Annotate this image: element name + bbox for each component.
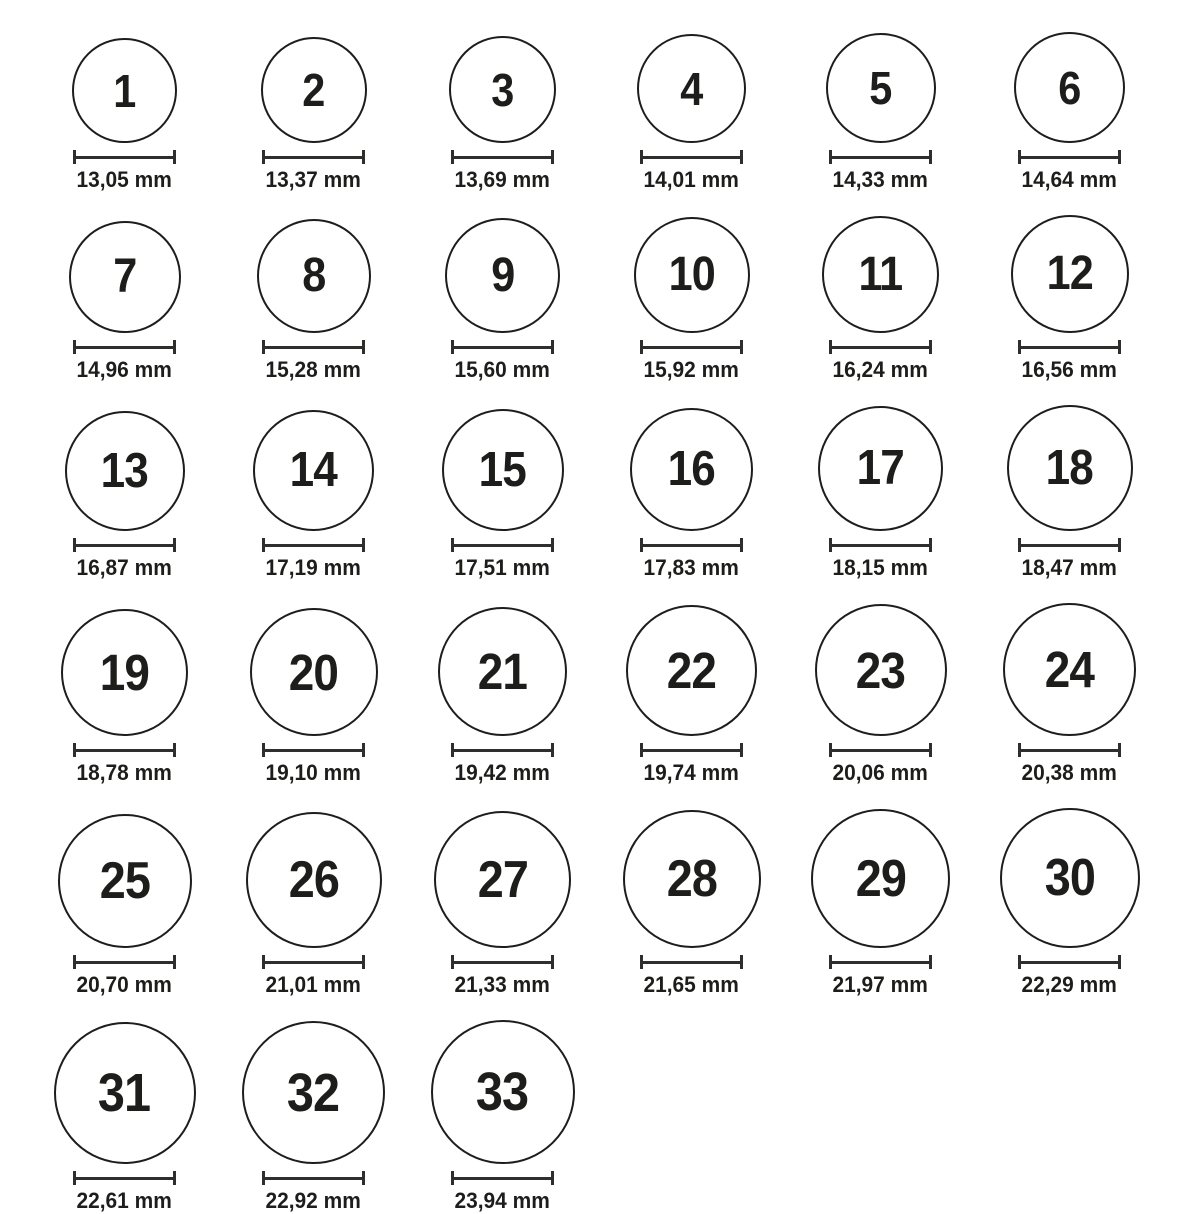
measure-line	[1018, 156, 1121, 159]
measure-tick-right	[173, 150, 176, 164]
diameter-measure-bar	[73, 1171, 176, 1185]
measure-tick-right	[929, 340, 932, 354]
ring-size-cell	[786, 406, 975, 581]
diameter-label: 19,10 mm	[265, 760, 362, 785]
ring-size-cell	[219, 1021, 408, 1214]
ring-size-number: 18	[1045, 440, 1094, 495]
measure-line	[262, 961, 365, 964]
ring-circle	[246, 812, 382, 948]
diameter-label: 19,42 mm	[454, 760, 551, 785]
diameter-measure-bar	[262, 340, 365, 354]
ring-size-cell	[597, 810, 786, 998]
ring-size-cell	[597, 408, 786, 581]
ring-circle	[815, 604, 947, 736]
ring-size-cell	[786, 604, 975, 786]
ring-circle	[253, 410, 374, 531]
ring-size-number: 15	[478, 442, 527, 497]
measure-tick-right	[1118, 955, 1121, 969]
ring-circle	[1014, 32, 1125, 143]
ring-size-cell	[975, 603, 1164, 786]
diameter-label: 19,74 mm	[643, 760, 740, 785]
ring-size-row	[30, 603, 1164, 786]
ring-size-cell	[786, 33, 975, 193]
ring-size-cell	[975, 32, 1164, 193]
measure-line	[829, 749, 932, 752]
ring-circle	[72, 38, 177, 143]
measure-line	[451, 346, 554, 349]
measure-tick-right	[173, 743, 176, 757]
diameter-label: 18,78 mm	[76, 760, 173, 785]
measure-line	[1018, 961, 1121, 964]
measure-tick-right	[1118, 743, 1121, 757]
diameter-measure-bar	[1018, 340, 1121, 354]
measure-tick-right	[740, 955, 743, 969]
ring-size-row	[30, 32, 1164, 193]
ring-circle	[54, 1022, 196, 1164]
diameter-measure-bar	[73, 150, 176, 164]
diameter-label: 18,15 mm	[832, 555, 929, 580]
measure-tick-right	[362, 150, 365, 164]
diameter-label: 16,87 mm	[76, 555, 173, 580]
ring-circle	[449, 36, 556, 143]
diameter-measure-bar	[73, 955, 176, 969]
ring-size-cell	[30, 814, 219, 998]
ring-circle	[261, 37, 367, 143]
ring-size-cell	[975, 405, 1164, 581]
ring-size-cell	[219, 37, 408, 193]
measure-line	[640, 749, 743, 752]
measure-line	[640, 961, 743, 964]
diameter-label: 14,96 mm	[76, 357, 173, 382]
diameter-measure-bar	[829, 150, 932, 164]
ring-size-cell	[30, 221, 219, 383]
measure-tick-right	[740, 743, 743, 757]
ring-size-number: 31	[98, 1063, 151, 1123]
measure-tick-right	[551, 743, 554, 757]
measure-line	[451, 544, 554, 547]
ring-size-number: 4	[680, 62, 703, 115]
ring-size-cell	[219, 219, 408, 383]
ring-circle	[826, 33, 936, 143]
ring-circle	[69, 221, 181, 333]
ring-size-number: 3	[491, 63, 514, 116]
ring-size-cell	[30, 609, 219, 786]
ring-size-number: 20	[288, 643, 339, 701]
measure-line	[73, 1177, 176, 1180]
diameter-label: 22,61 mm	[76, 1188, 173, 1213]
ring-size-cell	[30, 411, 219, 581]
ring-size-number: 13	[100, 443, 149, 498]
measure-line	[451, 749, 554, 752]
diameter-measure-bar	[1018, 743, 1121, 757]
ring-circle	[1000, 808, 1140, 948]
measure-tick-right	[362, 1171, 365, 1185]
ring-size-cell	[408, 811, 597, 998]
ring-circle	[1003, 603, 1136, 736]
ring-size-number: 5	[869, 62, 892, 114]
measure-tick-right	[362, 340, 365, 354]
measure-line	[262, 156, 365, 159]
diameter-label: 15,60 mm	[454, 357, 551, 382]
diameter-label: 14,33 mm	[832, 167, 929, 192]
diameter-measure-bar	[640, 955, 743, 969]
diameter-label: 14,01 mm	[643, 167, 740, 192]
ring-circle	[1011, 215, 1129, 333]
measure-tick-right	[173, 1171, 176, 1185]
measure-tick-right	[1118, 150, 1121, 164]
ring-size-number: 1	[113, 64, 136, 117]
diameter-label: 21,01 mm	[265, 972, 362, 997]
diameter-measure-bar	[451, 743, 554, 757]
diameter-measure-bar	[1018, 955, 1121, 969]
diameter-measure-bar	[829, 340, 932, 354]
measure-line	[829, 346, 932, 349]
ring-size-cell	[408, 218, 597, 383]
ring-size-number: 29	[855, 849, 906, 908]
ring-size-number: 28	[666, 850, 717, 908]
diameter-measure-bar	[640, 340, 743, 354]
measure-tick-right	[551, 1171, 554, 1185]
ring-size-number: 11	[858, 247, 903, 301]
diameter-label: 15,28 mm	[265, 357, 362, 382]
diameter-label: 20,06 mm	[832, 760, 929, 785]
diameter-measure-bar	[829, 743, 932, 757]
diameter-label: 17,83 mm	[643, 555, 740, 580]
diameter-measure-bar	[451, 150, 554, 164]
ring-size-row	[30, 1020, 1164, 1214]
diameter-label: 17,51 mm	[454, 555, 551, 580]
ring-size-number: 17	[856, 441, 905, 495]
ring-size-cell	[408, 607, 597, 786]
measure-line	[640, 544, 743, 547]
measure-line	[451, 1177, 554, 1180]
ring-size-cell	[30, 1022, 219, 1214]
ring-size-row	[30, 215, 1164, 383]
diameter-measure-bar	[451, 955, 554, 969]
diameter-measure-bar	[451, 538, 554, 552]
diameter-label: 20,70 mm	[76, 972, 173, 997]
measure-tick-right	[173, 538, 176, 552]
measure-tick-right	[551, 340, 554, 354]
measure-line	[829, 961, 932, 964]
measure-line	[262, 346, 365, 349]
ring-size-cell	[219, 812, 408, 998]
ring-size-cell	[786, 216, 975, 383]
measure-line	[640, 156, 743, 159]
diameter-label: 21,97 mm	[832, 972, 929, 997]
measure-tick-right	[929, 743, 932, 757]
diameter-measure-bar	[262, 1171, 365, 1185]
ring-circle	[438, 607, 567, 736]
diameter-measure-bar	[640, 743, 743, 757]
ring-size-number: 19	[99, 644, 150, 701]
ring-circle	[811, 809, 950, 948]
ring-size-cell	[597, 34, 786, 193]
ring-circle	[431, 1020, 575, 1164]
measure-tick-right	[362, 955, 365, 969]
measure-line	[262, 544, 365, 547]
ring-circle	[822, 216, 939, 333]
ring-circle	[442, 409, 564, 531]
ring-size-number: 6	[1058, 61, 1081, 114]
ring-size-cell	[408, 409, 597, 581]
measure-line	[1018, 749, 1121, 752]
diameter-measure-bar	[262, 743, 365, 757]
diameter-label: 17,19 mm	[265, 555, 362, 580]
measure-line	[73, 961, 176, 964]
measure-tick-right	[1118, 340, 1121, 354]
measure-tick-right	[362, 538, 365, 552]
ring-size-number: 7	[112, 250, 137, 303]
measure-line	[451, 961, 554, 964]
diameter-label: 21,65 mm	[643, 972, 740, 997]
measure-tick-right	[929, 150, 932, 164]
measure-line	[73, 544, 176, 547]
diameter-label: 16,56 mm	[1021, 357, 1118, 382]
diameter-label: 23,94 mm	[454, 1188, 551, 1213]
diameter-label: 22,92 mm	[265, 1188, 362, 1213]
ring-circle	[634, 217, 750, 333]
ring-circle	[637, 34, 746, 143]
ring-circle	[630, 408, 753, 531]
ring-circle	[445, 218, 560, 333]
ring-size-number: 32	[287, 1062, 340, 1123]
measure-tick-right	[740, 538, 743, 552]
diameter-measure-bar	[262, 150, 365, 164]
measure-line	[73, 346, 176, 349]
diameter-measure-bar	[73, 538, 176, 552]
ring-size-number: 22	[666, 642, 717, 699]
measure-tick-right	[740, 150, 743, 164]
ring-size-number: 24	[1044, 641, 1095, 698]
diameter-measure-bar	[1018, 150, 1121, 164]
measure-tick-right	[551, 538, 554, 552]
ring-size-cell	[408, 36, 597, 193]
measure-line	[640, 346, 743, 349]
diameter-label: 21,33 mm	[454, 972, 551, 997]
ring-size-cell	[219, 410, 408, 581]
measure-line	[829, 544, 932, 547]
measure-tick-right	[551, 955, 554, 969]
diameter-label: 15,92 mm	[643, 357, 740, 382]
ring-size-row	[30, 405, 1164, 581]
diameter-measure-bar	[640, 150, 743, 164]
diameter-measure-bar	[451, 340, 554, 354]
measure-line	[73, 749, 176, 752]
diameter-label: 13,69 mm	[454, 167, 551, 192]
diameter-measure-bar	[451, 1171, 554, 1185]
measure-line	[73, 156, 176, 159]
diameter-label: 20,38 mm	[1021, 760, 1118, 785]
measure-tick-right	[173, 340, 176, 354]
diameter-measure-bar	[640, 538, 743, 552]
diameter-measure-bar	[262, 955, 365, 969]
diameter-label: 22,29 mm	[1021, 972, 1118, 997]
ring-size-number: 25	[99, 852, 150, 910]
ring-circle	[818, 406, 943, 531]
diameter-measure-bar	[829, 538, 932, 552]
measure-tick-right	[1118, 538, 1121, 552]
diameter-measure-bar	[262, 538, 365, 552]
ring-size-number: 2	[302, 64, 325, 116]
ring-circle	[623, 810, 761, 948]
ring-size-cell	[975, 215, 1164, 383]
ring-circle	[65, 411, 185, 531]
diameter-label: 16,24 mm	[832, 357, 929, 382]
diameter-measure-bar	[73, 743, 176, 757]
ring-size-cell	[597, 217, 786, 383]
ring-circle	[257, 219, 371, 333]
diameter-measure-bar	[1018, 538, 1121, 552]
ring-circle	[1007, 405, 1133, 531]
diameter-measure-bar	[829, 955, 932, 969]
ring-circle	[242, 1021, 385, 1164]
measure-line	[262, 1177, 365, 1180]
ring-size-number: 27	[477, 850, 528, 909]
measure-tick-right	[362, 743, 365, 757]
ring-size-number: 33	[476, 1062, 529, 1122]
measure-line	[451, 156, 554, 159]
measure-line	[1018, 544, 1121, 547]
ring-circle	[434, 811, 571, 948]
ring-size-number: 16	[667, 442, 716, 496]
measure-line	[1018, 346, 1121, 349]
ring-size-number: 21	[477, 643, 528, 700]
diameter-label: 13,05 mm	[76, 167, 173, 192]
ring-size-number: 14	[289, 443, 338, 497]
ring-circle	[626, 605, 757, 736]
measure-line	[829, 156, 932, 159]
measure-tick-right	[929, 538, 932, 552]
ring-circle	[58, 814, 192, 948]
ring-size-cell	[786, 809, 975, 998]
ring-size-row	[30, 808, 1164, 998]
diameter-measure-bar	[73, 340, 176, 354]
ring-size-number: 12	[1046, 247, 1093, 300]
ring-size-cell	[30, 38, 219, 193]
ring-size-cell	[219, 608, 408, 786]
ring-size-number: 23	[855, 641, 906, 699]
measure-tick-right	[551, 150, 554, 164]
measure-tick-right	[740, 340, 743, 354]
ring-size-number: 26	[288, 851, 339, 909]
diameter-label: 13,37 mm	[265, 167, 362, 192]
ring-size-cell	[975, 808, 1164, 998]
ring-size-number: 9	[490, 248, 515, 302]
ring-circle	[250, 608, 378, 736]
diameter-label: 18,47 mm	[1021, 555, 1118, 580]
ring-size-number: 10	[668, 248, 715, 301]
measure-tick-right	[929, 955, 932, 969]
ring-size-number: 30	[1044, 849, 1095, 907]
ring-size-cell	[597, 605, 786, 786]
measure-line	[262, 749, 365, 752]
diameter-label: 14,64 mm	[1021, 167, 1118, 192]
measure-tick-right	[173, 955, 176, 969]
ring-circle	[61, 609, 188, 736]
ring-size-cell	[408, 1020, 597, 1214]
ring-size-number: 8	[301, 249, 326, 302]
